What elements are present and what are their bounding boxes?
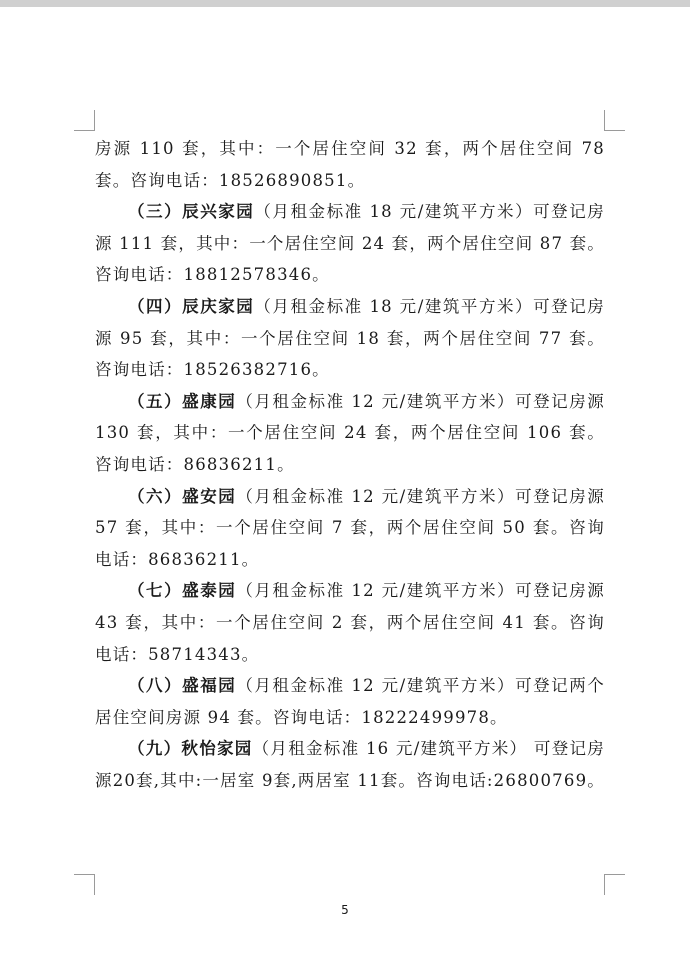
paragraph-chenxing [95, 196, 605, 291]
paragraph-text: （月租金标准 12 元/建筑平方米）可登记两个居住空间房源 94 套。咨询电话：18222499978。 [95, 676, 605, 727]
section-number: （七） [128, 581, 183, 601]
community-name: 盛福园 [182, 676, 237, 696]
community-name: 辰兴家园 [182, 202, 255, 222]
scan-top-border [0, 0, 690, 7]
community-name: 盛泰园 [182, 581, 237, 601]
community-name: 盛康园 [182, 391, 237, 411]
page-number: 5 [341, 903, 349, 917]
community-name: 辰庆家园 [182, 296, 255, 316]
paragraph-shengfu [95, 670, 605, 733]
crop-mark-bottom-right [604, 874, 625, 895]
paragraph-shengkang [95, 386, 605, 481]
crop-mark-bottom-left [74, 874, 95, 895]
section-number: （五） [128, 391, 183, 411]
section-number: （八） [128, 676, 183, 696]
section-number: （九） [128, 739, 182, 759]
crop-mark-top-right [604, 110, 625, 131]
paragraph-text: （月租金标准 16 元/建筑平方米） 可登记房源20套,其中:一居室 9套,两居室 11套。咨询电话:26800769。 [95, 739, 605, 790]
section-number: （四） [128, 296, 183, 316]
paragraph-text: （月租金标准 12 元/建筑平方米）可登记房源 43 套，其中：一个居住空间 2 套，两个居住空间 41 套。咨询电话：58714343。 [95, 581, 605, 664]
paragraph-text: 房源 110 套，其中：一个居住空间 32 套，两个居住空间 78 套。咨询电话：18526890851。 [95, 139, 605, 190]
paragraph-text: （月租金标准 18 元/建筑平方米）可登记房源 111 套，其中：一个居住空间 24 套，两个居住空间 87 套。咨询电话：18812578346。 [95, 202, 605, 285]
paragraph-text: （月租金标准 18 元/建筑平方米）可登记房源 95 套，其中：一个居住空间 18 套，两个居住空间 77 套。咨询电话：18526382716。 [95, 296, 605, 380]
paragraph-chenqing [95, 291, 605, 386]
paragraph-text: （月租金标准 12 元/建筑平方米）可登记房源 130 套，其中：一个居住空间 24 套，两个居住空间 106 套。咨询电话：86836211。 [95, 391, 605, 474]
document-body [95, 133, 605, 796]
section-number: （三） [128, 202, 183, 222]
paragraph-shengtai [95, 575, 605, 670]
community-name: 盛安园 [182, 486, 237, 506]
paragraph-text: （月租金标准 12 元/建筑平方米）可登记房源 57 套，其中：一个居住空间 7 套，两个居住空间 50 套。咨询电话：86836211。 [95, 486, 605, 569]
community-name: 秋怡家园 [181, 739, 253, 759]
paragraph-qiuyi [95, 733, 605, 796]
paragraph-shengan [95, 481, 605, 576]
paragraph-continued [95, 133, 605, 196]
crop-mark-top-left [74, 110, 95, 131]
section-number: （六） [128, 486, 183, 506]
